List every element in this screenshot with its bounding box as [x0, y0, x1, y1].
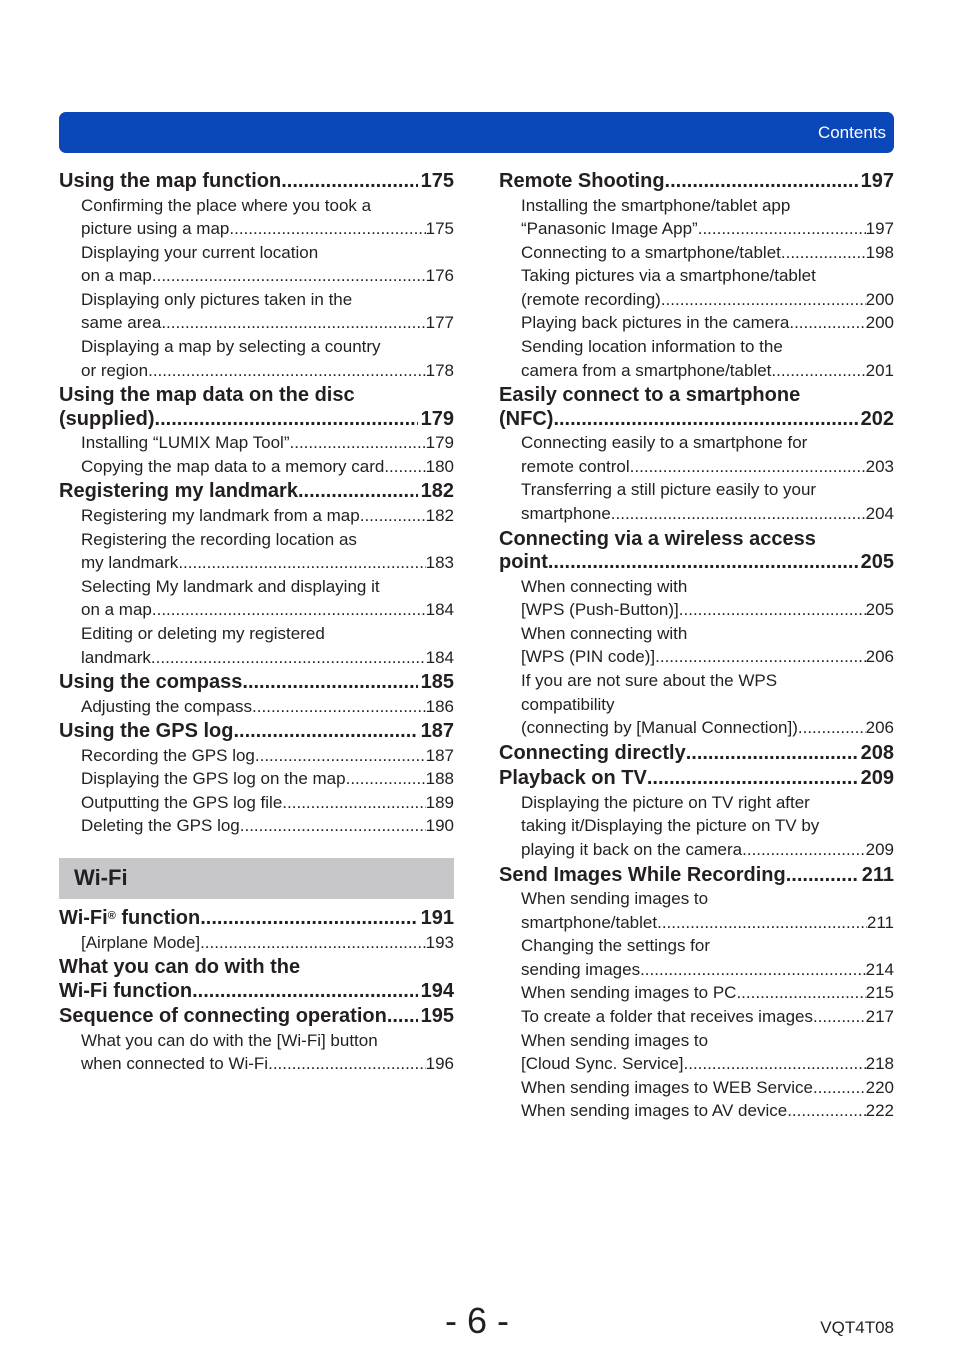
entry-text: When sending images to WEB Service — [521, 1077, 813, 1097]
heading-text: Send Images While Recording — [499, 863, 786, 886]
heading-page-number: 195 — [420, 1005, 454, 1028]
leader-dots — [281, 170, 417, 194]
entry-text-line: Connecting easily to a smartphone for — [521, 433, 808, 453]
entry-text: Connecting to a smartphone/tablet — [521, 242, 781, 262]
toc-left-groups — [59, 170, 454, 838]
toc-heading[interactable] — [59, 1005, 454, 1029]
entry-line[interactable] — [521, 958, 894, 982]
leader-dots — [736, 981, 865, 1005]
entry-text: Recording the GPS log — [81, 745, 255, 765]
entry-text-line: When connecting with — [521, 576, 688, 596]
entry-line[interactable] — [81, 431, 454, 455]
leader-dots — [686, 742, 858, 766]
entry-text: [WPS (PIN code)] — [521, 647, 656, 667]
entry-page-number: 215 — [865, 983, 894, 1003]
entry-page-number: 184 — [425, 647, 454, 667]
entry-page-number: 188 — [425, 769, 454, 789]
entry-line[interactable] — [81, 1052, 454, 1076]
toc-heading[interactable] — [59, 956, 454, 1003]
toc-entry[interactable] — [59, 575, 454, 622]
toc-heading[interactable] — [59, 671, 454, 695]
heading-page-number: 194 — [420, 979, 454, 1002]
leader-dots — [268, 1052, 426, 1076]
leader-dots — [148, 359, 426, 383]
entry-line[interactable] — [521, 716, 894, 740]
entry-line[interactable] — [81, 646, 454, 670]
entry-text: “Panasonic Image App” — [521, 219, 698, 239]
leader-dots — [229, 217, 425, 241]
leader-dots — [346, 767, 426, 791]
entry-text: my landmark — [81, 553, 179, 573]
leader-dots — [155, 408, 418, 432]
leader-dots — [611, 502, 866, 526]
entry-line[interactable] — [81, 359, 454, 383]
entry-text-line: taking it/Displaying the picture on TV by — [521, 816, 820, 836]
leader-dots — [647, 767, 858, 791]
entry-line[interactable] — [81, 504, 454, 528]
entry-page-number: 200 — [865, 289, 894, 309]
leader-dots — [813, 1005, 866, 1029]
entry-text: (remote recording) — [521, 289, 661, 309]
toc-entry[interactable] — [499, 1029, 894, 1076]
leader-dots — [161, 311, 425, 335]
toc-entry[interactable] — [499, 934, 894, 981]
entry-line[interactable] — [521, 981, 894, 1005]
entry-page-number: 218 — [865, 1054, 894, 1074]
entry-text-line: compatibility — [521, 694, 615, 714]
leader-dots — [781, 241, 866, 265]
entry-text: Displaying the GPS log on the map — [81, 769, 346, 789]
leader-dots — [233, 720, 417, 744]
entry-line[interactable] — [81, 455, 454, 479]
leader-dots — [742, 838, 866, 862]
section-title: Wi-Fi — [74, 865, 128, 891]
entry-text-line: When sending images to — [521, 1030, 709, 1050]
heading-text: Using the GPS log — [59, 720, 234, 743]
entry-page-number: 176 — [425, 266, 454, 286]
toc-entry[interactable] — [499, 1099, 894, 1123]
entry-page-number: 186 — [425, 696, 454, 716]
toc-entry[interactable] — [499, 669, 894, 740]
toc-entry[interactable] — [59, 504, 454, 528]
leader-dots — [679, 598, 866, 622]
toc-entry[interactable] — [59, 288, 454, 335]
toc-section — [59, 720, 454, 838]
header-banner — [59, 112, 894, 153]
leader-dots — [360, 504, 426, 528]
entry-page-number: 204 — [865, 504, 894, 524]
toc-entry[interactable] — [499, 622, 894, 669]
leader-dots — [661, 288, 866, 312]
toc-heading[interactable] — [59, 480, 454, 504]
header-title: Contents — [817, 123, 886, 142]
toc-heading[interactable] — [499, 742, 894, 766]
heading-text: Remote Shooting — [499, 170, 665, 192]
toc-entry[interactable] — [59, 622, 454, 669]
leader-dots — [282, 791, 425, 815]
entry-page-number: 203 — [865, 456, 894, 476]
leader-dots — [290, 431, 426, 455]
entry-line[interactable] — [521, 455, 894, 479]
toc-section — [59, 480, 454, 669]
entry-text: Deleting the GPS log — [81, 816, 240, 836]
heading-page-number: 175 — [420, 170, 454, 192]
heading-line[interactable] — [499, 742, 894, 766]
heading-page-number: 182 — [420, 480, 454, 503]
entry-text-line: Installing the smartphone/tablet app — [521, 195, 791, 215]
leader-dots — [178, 551, 425, 575]
entry-text: same area — [81, 313, 162, 333]
toc-heading[interactable] — [59, 384, 454, 431]
toc-left-groups-wifi — [59, 907, 454, 1076]
heading-text: Connecting directly — [499, 741, 686, 764]
entry-page-number: 209 — [865, 839, 894, 859]
toc-entry[interactable] — [59, 744, 454, 768]
entry-text: [Cloud Sync. Service] — [521, 1054, 684, 1074]
entry-page-number: 193 — [425, 932, 454, 952]
entry-text: When sending images to AV device — [521, 1101, 788, 1121]
leader-dots — [684, 1052, 866, 1076]
leader-dots — [252, 695, 426, 719]
leader-dots — [798, 716, 866, 740]
entry-text-line: Selecting My landmark and displaying it — [81, 576, 380, 596]
heading-line[interactable] — [499, 551, 894, 575]
entry-line[interactable] — [81, 264, 454, 288]
heading-line[interactable] — [59, 907, 454, 931]
heading-text-line: What you can do with the — [59, 956, 301, 979]
toc-heading[interactable] — [499, 528, 894, 575]
toc-section — [499, 864, 894, 1123]
heading-text-line: Connecting via a wireless access — [499, 527, 816, 550]
leader-dots — [786, 864, 859, 888]
toc-section — [59, 384, 454, 478]
entry-page-number: 205 — [865, 600, 894, 620]
heading-text: point — [499, 551, 548, 574]
heading-line[interactable] — [499, 767, 894, 791]
toc-heading[interactable] — [499, 864, 894, 888]
entry-text: landmark — [81, 647, 151, 667]
leader-dots — [298, 480, 418, 504]
entry-page-number: 189 — [425, 792, 454, 812]
entry-text: on a map — [81, 600, 152, 620]
heading-page-number: 202 — [860, 407, 894, 430]
toc-entry[interactable] — [59, 455, 454, 479]
entry-line[interactable] — [81, 931, 454, 955]
entry-text: When sending images to PC — [521, 983, 737, 1003]
entry-text: [WPS (Push-Button)] — [521, 600, 679, 620]
heading-line[interactable] — [59, 480, 454, 504]
toc-heading[interactable] — [499, 767, 894, 791]
toc-heading[interactable] — [59, 720, 454, 744]
entry-text: Adjusting the compass — [81, 696, 253, 716]
toc-entry[interactable] — [59, 791, 454, 815]
page-number: - 6 - — [444, 1300, 509, 1341]
leader-dots — [657, 911, 867, 935]
heading-line[interactable] — [59, 671, 454, 695]
leader-dots — [151, 646, 426, 670]
entry-page-number: 214 — [865, 959, 894, 979]
heading-text: Wi-Fi function — [59, 979, 193, 1002]
entry-text: smartphone/tablet — [521, 912, 658, 932]
entry-line[interactable] — [81, 744, 454, 768]
entry-line[interactable] — [521, 838, 894, 862]
entry-text: on a map — [81, 266, 152, 286]
entry-page-number: 180 — [425, 456, 454, 476]
entry-page-number: 196 — [425, 1054, 454, 1074]
heading-text: Wi-Fi® function — [59, 907, 201, 930]
entry-text: smartphone — [521, 504, 611, 524]
entry-line[interactable] — [521, 911, 894, 935]
heading-line[interactable] — [59, 980, 454, 1004]
toc-entry[interactable] — [59, 695, 454, 719]
entry-page-number: 182 — [425, 505, 454, 525]
entry-page-number: 197 — [865, 219, 894, 239]
leader-dots — [813, 1076, 866, 1100]
entry-text-line: Displaying a map by selecting a country — [81, 337, 381, 357]
entry-text: camera from a smartphone/tablet — [521, 360, 772, 380]
entry-line[interactable] — [521, 359, 894, 383]
entry-line[interactable] — [81, 217, 454, 241]
heading-page-number: 179 — [420, 407, 454, 430]
entry-text: [Airplane Mode] — [81, 932, 201, 952]
toc-section — [499, 528, 894, 740]
entry-text-line: Displaying the picture on TV right after — [521, 792, 810, 812]
toc-left-column — [59, 168, 454, 1076]
entry-text-line: Displaying your current location — [81, 242, 319, 262]
entry-line[interactable] — [81, 791, 454, 815]
entry-line[interactable] — [81, 814, 454, 838]
entry-page-number: 211 — [866, 912, 894, 932]
entry-text-line: Transferring a still picture easily to your — [521, 480, 817, 500]
heading-line[interactable] — [499, 864, 894, 888]
entry-page-number: 190 — [425, 816, 454, 836]
heading-text: Sequence of connecting operation — [59, 1005, 387, 1028]
leader-dots — [200, 907, 417, 931]
leader-dots — [771, 359, 865, 383]
entry-text-line: When sending images to — [521, 889, 709, 909]
toc-entry[interactable] — [59, 241, 454, 288]
entry-text: picture using a map — [81, 219, 230, 239]
entry-text-line: Registering the recording location as — [81, 529, 357, 549]
entry-line[interactable] — [81, 598, 454, 622]
toc-entry[interactable] — [499, 194, 894, 241]
heading-line[interactable] — [59, 1005, 454, 1029]
heading-text: Using the map function — [59, 170, 282, 192]
entry-text-line: Displaying only pictures taken in the — [81, 289, 353, 309]
toc-section — [499, 384, 894, 525]
heading-page-number: 205 — [860, 551, 894, 574]
entry-page-number: 206 — [865, 647, 894, 667]
toc-entry[interactable] — [499, 335, 894, 382]
leader-dots — [630, 455, 866, 479]
entry-line[interactable] — [521, 1005, 894, 1029]
toc-entry[interactable] — [59, 814, 454, 838]
toc-section — [59, 1005, 454, 1076]
heading-text: (NFC) — [499, 407, 554, 430]
entry-text: To create a folder that receives images — [521, 1007, 813, 1027]
leader-dots — [152, 264, 426, 288]
heading-page-number: 209 — [860, 767, 894, 790]
entry-line[interactable] — [521, 598, 894, 622]
entry-line[interactable] — [81, 551, 454, 575]
toc-heading[interactable] — [59, 907, 454, 931]
leader-dots — [553, 408, 857, 432]
toc-heading[interactable] — [499, 170, 894, 194]
toc-section — [59, 956, 454, 1003]
toc-entry[interactable] — [59, 194, 454, 241]
entry-text-line: Changing the settings for — [521, 936, 711, 956]
toc-entry[interactable] — [499, 1076, 894, 1100]
leader-dots — [384, 455, 425, 479]
toc-section — [59, 671, 454, 718]
entry-text: remote control — [521, 456, 630, 476]
toc-entry[interactable] — [499, 478, 894, 525]
entry-line[interactable] — [81, 767, 454, 791]
entry-text: or region — [81, 360, 149, 380]
heading-text: Using the compass — [59, 671, 243, 694]
leader-dots — [152, 598, 426, 622]
entry-line[interactable] — [81, 311, 454, 335]
entry-text-line: Sending location information to the — [521, 337, 783, 357]
leader-dots — [200, 931, 426, 955]
heading-page-number: 211 — [861, 863, 894, 886]
toc-entry[interactable] — [59, 431, 454, 455]
heading-line[interactable] — [499, 170, 894, 194]
leader-dots — [787, 1099, 865, 1123]
entry-text-line: When connecting with — [521, 623, 688, 643]
entry-line[interactable] — [521, 502, 894, 526]
toc-entry[interactable] — [59, 335, 454, 382]
toc-entry[interactable] — [499, 575, 894, 622]
entry-text: when connected to Wi-Fi — [81, 1054, 269, 1074]
toc-section — [59, 907, 454, 954]
document-code: VQT4T08 — [820, 1318, 894, 1337]
heading-line[interactable] — [59, 170, 454, 194]
toc-entry[interactable] — [59, 931, 454, 955]
entry-page-number: 198 — [865, 242, 894, 262]
toc-section — [499, 170, 894, 382]
toc-right-groups — [499, 170, 894, 1123]
entry-page-number: 217 — [865, 1007, 894, 1027]
entry-line[interactable] — [521, 241, 894, 265]
toc-entry[interactable] — [59, 767, 454, 791]
heading-text: (supplied) — [59, 407, 155, 430]
entry-page-number: 177 — [425, 313, 454, 333]
leader-dots — [255, 744, 426, 768]
heading-page-number: 187 — [420, 720, 454, 743]
entry-line[interactable] — [81, 695, 454, 719]
entry-text: playing it back on the camera — [521, 839, 743, 859]
entry-page-number: 200 — [865, 313, 894, 333]
toc-entry[interactable] — [59, 528, 454, 575]
entry-page-number: 175 — [425, 219, 454, 239]
entry-page-number: 183 — [425, 553, 454, 573]
entry-page-number: 206 — [865, 718, 894, 738]
entry-text: Playing back pictures in the camera — [521, 313, 790, 333]
entry-page-number: 187 — [425, 745, 454, 765]
entry-line[interactable] — [521, 311, 894, 335]
entry-page-number: 220 — [865, 1077, 894, 1097]
toc-heading[interactable] — [59, 170, 454, 194]
toc-entry[interactable] — [499, 1005, 894, 1029]
leader-dots — [387, 1005, 418, 1029]
heading-text-line: Using the map data on the disc — [59, 384, 355, 407]
entry-line[interactable] — [521, 1076, 894, 1100]
toc-entry[interactable] — [499, 887, 894, 934]
entry-line[interactable] — [521, 1052, 894, 1076]
entry-text: Copying the map data to a memory card — [81, 456, 385, 476]
toc-entry[interactable] — [59, 1029, 454, 1076]
entry-page-number: 184 — [425, 600, 454, 620]
toc-section — [59, 170, 454, 382]
entry-text: (connecting by [Manual Connection]) — [521, 718, 798, 738]
entry-page-number: 179 — [425, 433, 454, 453]
leader-dots — [655, 645, 865, 669]
leader-dots — [789, 311, 865, 335]
entry-text-line: Editing or deleting my registered — [81, 623, 325, 643]
entry-line[interactable] — [521, 645, 894, 669]
leader-dots — [698, 217, 866, 241]
entry-text-line: If you are not sure about the WPS — [521, 671, 778, 690]
leader-dots — [548, 551, 858, 575]
heading-text: Registering my landmark — [59, 480, 298, 503]
heading-text-line: Easily connect to a smartphone — [499, 384, 801, 407]
heading-page-number: 191 — [420, 907, 454, 930]
entry-text-line: What you can do with the [Wi-Fi] button — [81, 1030, 378, 1050]
entry-text-line: Confirming the place where you took a — [81, 195, 372, 215]
leader-dots — [242, 671, 417, 695]
entry-line[interactable] — [521, 288, 894, 312]
leader-dots — [665, 170, 858, 194]
toc-entry[interactable] — [499, 241, 894, 265]
entry-text-line: Taking pictures via a smartphone/tablet — [521, 266, 816, 286]
heading-page-number: 197 — [860, 170, 894, 192]
entry-line[interactable] — [521, 1099, 894, 1123]
entry-page-number: 178 — [425, 360, 454, 380]
entry-page-number: 222 — [865, 1101, 894, 1121]
entry-text: sending images — [521, 959, 641, 979]
leader-dots — [640, 958, 866, 982]
entry-line[interactable] — [521, 217, 894, 241]
toc-section — [499, 767, 894, 861]
toc-entry[interactable] — [499, 981, 894, 1005]
toc-entry[interactable] — [499, 311, 894, 335]
section-header-wifi — [59, 858, 454, 899]
leader-dots — [192, 980, 418, 1004]
toc-entry[interactable] — [499, 431, 894, 478]
heading-line[interactable] — [499, 408, 894, 432]
entry-text: Outputting the GPS log file — [81, 792, 283, 812]
heading-page-number: 208 — [860, 741, 894, 764]
leader-dots — [240, 814, 426, 838]
heading-text: Playback on TV — [499, 767, 647, 790]
toc-heading[interactable] — [499, 384, 894, 431]
heading-page-number: 185 — [420, 671, 454, 694]
entry-page-number: 201 — [865, 360, 894, 380]
toc-section — [499, 742, 894, 766]
toc-entry[interactable] — [499, 264, 894, 311]
toc-entry[interactable] — [499, 791, 894, 862]
toc-right-column — [499, 168, 894, 1123]
heading-line[interactable] — [59, 720, 454, 744]
entry-text: Registering my landmark from a map — [81, 505, 360, 525]
entry-text: Installing “LUMIX Map Tool” — [81, 433, 290, 453]
heading-line[interactable] — [59, 408, 454, 432]
